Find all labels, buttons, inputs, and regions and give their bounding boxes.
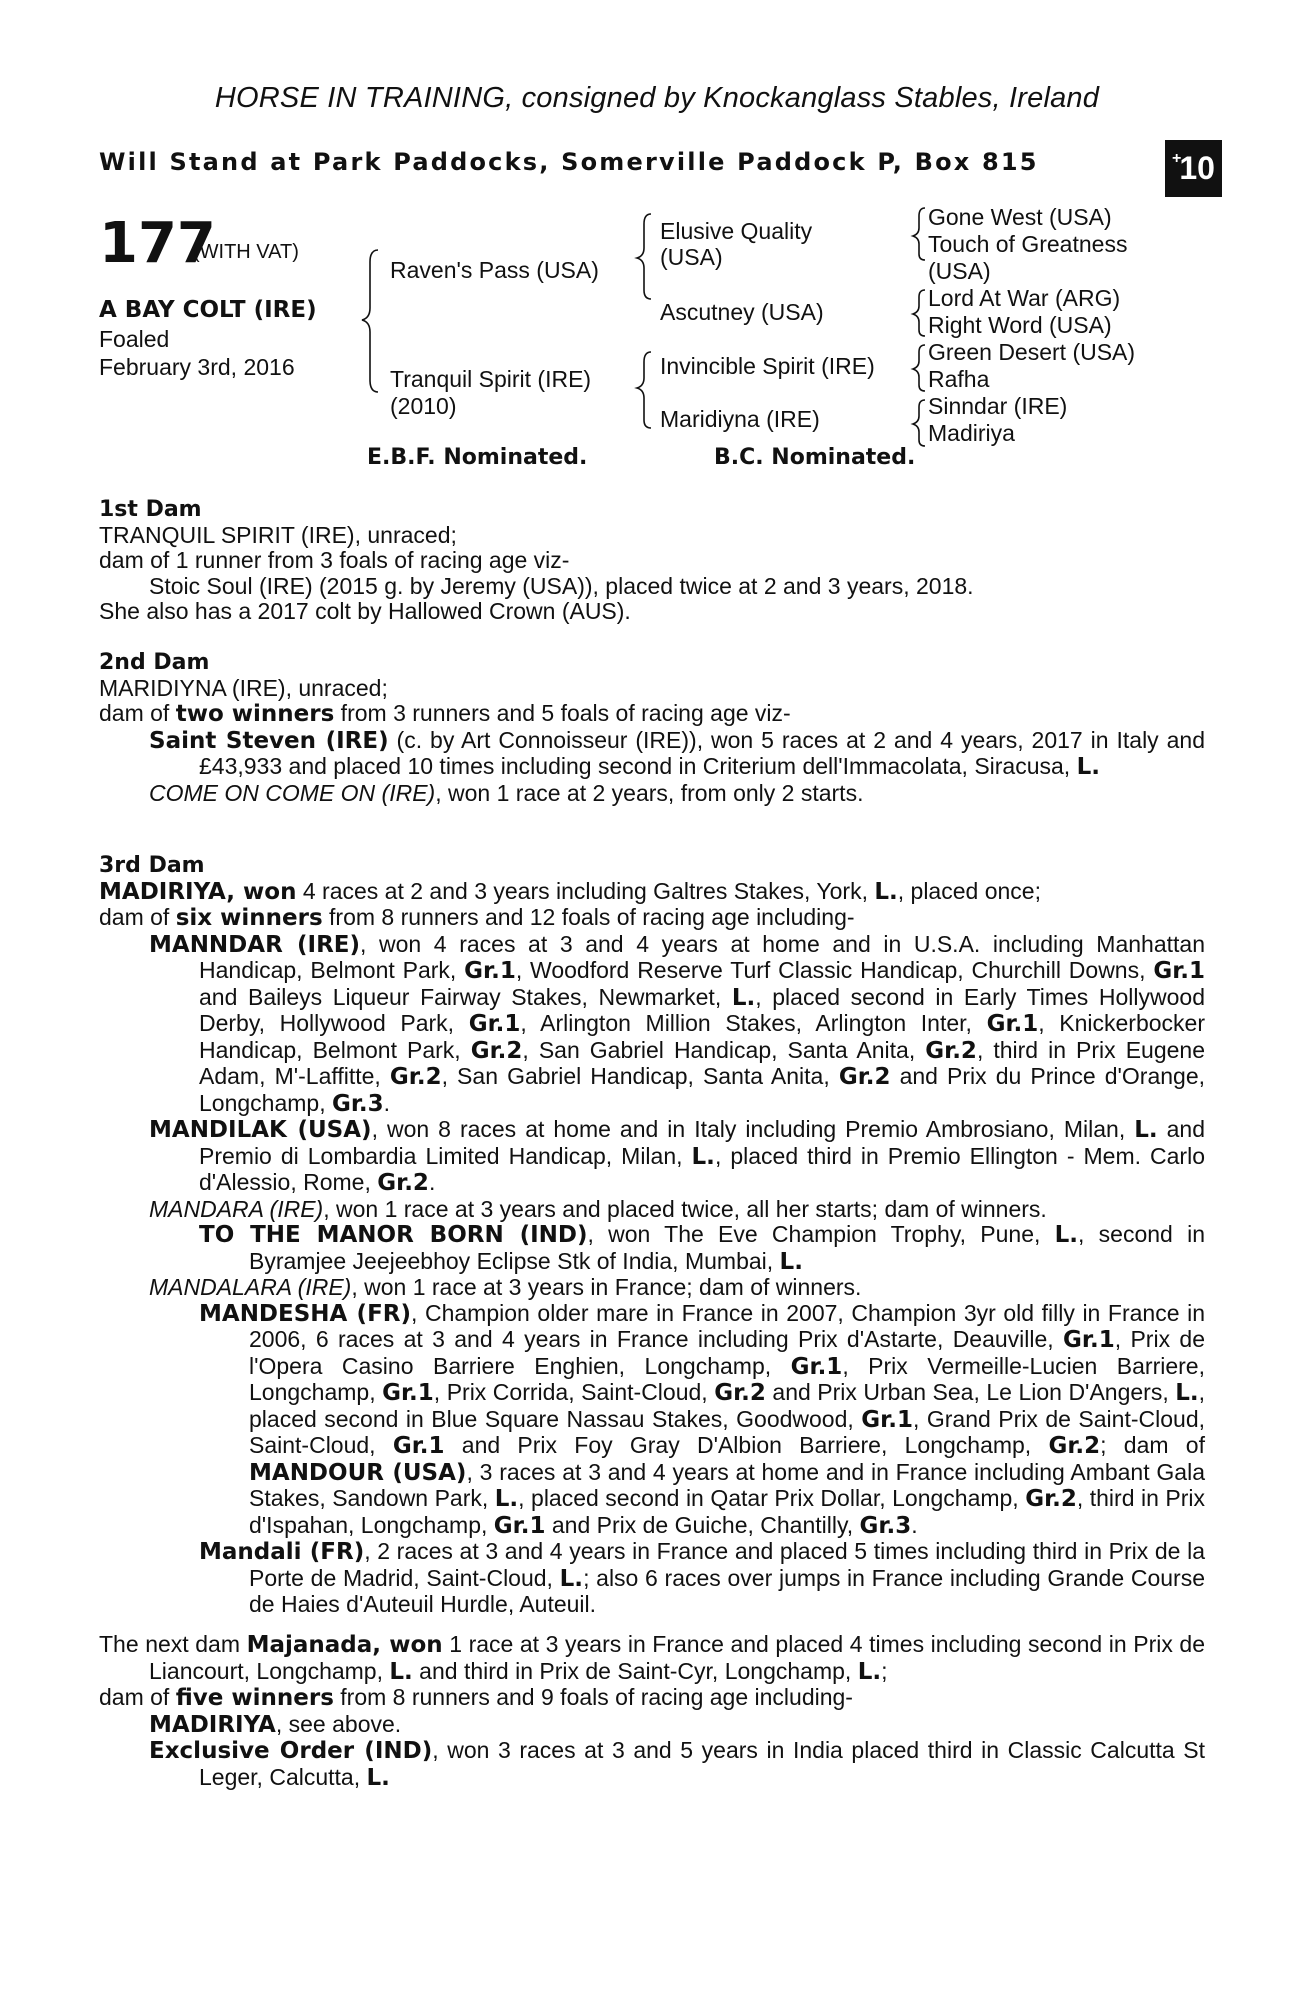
text: , placed second in Early Times Hollywood Derby, Hollywood Park, — [199, 983, 1206, 1036]
text: and Prix Urban Sea, Le Lion D'Angers, — [765, 1379, 1176, 1405]
runner-name: MANDOUR (USA) — [249, 1459, 467, 1486]
pedigree-g3: Lord At War (ARG) — [928, 285, 1121, 311]
pedigree-sire-sire-country: (USA) — [660, 244, 723, 270]
text: , 3 races at 3 and 4 years at home and in France including Ambant Gala Stakes, Sandown Park, — [249, 1458, 1205, 1511]
grade: Gr.2 — [1025, 1486, 1077, 1512]
runner-name: TO THE MANOR BORN (IND) — [199, 1222, 588, 1248]
listed-marker: L. — [366, 1764, 390, 1791]
winners-count: two winners — [175, 701, 335, 727]
next-dam-section — [99, 1632, 1205, 1791]
bracket-main — [362, 250, 378, 392]
pedigree-g7: Sinndar (IRE) — [928, 393, 1068, 419]
ebf-nominated: E.B.F. Nominated. — [367, 445, 588, 470]
text: dam of — [99, 904, 176, 930]
lot-number: 177 — [99, 211, 216, 276]
runner-name: MANDESHA (FR) — [199, 1300, 412, 1327]
grade: Gr.2 — [714, 1380, 766, 1406]
text: dam of — [99, 700, 176, 726]
text: , 2 races at 3 and 4 years in France and placed 5 times including third in Prix de la Porte de Madrid, Saint-Cloud, — [249, 1538, 1205, 1591]
badge-number: 10 — [1179, 150, 1215, 186]
pedigree-dam-sire: Invincible Spirit (IRE) — [660, 353, 875, 379]
runner-entry — [149, 726, 1205, 781]
pedigree-g8: Madiriya — [928, 420, 1015, 446]
runner-name: MADIRIYA — [149, 1711, 276, 1738]
text: , Prix de l'Opera Casino Barriere Enghien, Longchamp, — [249, 1326, 1205, 1379]
runner-name: MANNDAR (IRE) — [149, 931, 361, 958]
pedigree-dam-year: (2010) — [390, 393, 457, 419]
text: , won 1 race at 3 years and placed twice, all her starts; dam of winners. — [323, 1195, 1047, 1222]
runner-text: , won 1 race at 2 years, from only 2 starts. — [435, 779, 864, 806]
text: from 3 runners and 5 foals of racing age viz- — [334, 700, 791, 726]
runner-manndar — [99, 932, 1205, 1118]
text: , placed once; — [897, 877, 1041, 904]
first-dam-section — [99, 497, 1205, 625]
first-dam-runner: Stoic Soul (IRE) (2015 g. by Jeremy (USA)), placed twice at 2 and 3 years, 2018. — [149, 572, 974, 599]
grade: Gr.2 — [925, 1037, 977, 1064]
foaled-label: Foaled — [99, 326, 170, 352]
pedigree-dam-dam: Maridiyna (IRE) — [660, 406, 820, 432]
bracket-g2 — [913, 290, 925, 336]
runner-to-the-manor-born — [99, 1222, 1205, 1275]
text: , won 3 races at 3 and 5 years in India placed third in Classic Calcutta St Leger, Calcutta, — [199, 1737, 1205, 1790]
pedigree-dam: Tranquil Spirit (IRE) — [390, 366, 592, 392]
runner-mandali — [99, 1539, 1205, 1618]
runner-madiriya — [99, 1712, 1205, 1739]
second-dam-runner-2 — [99, 781, 1205, 807]
listed-marker: L. — [494, 1486, 519, 1512]
foaled-date: February 3rd, 2016 — [99, 354, 295, 380]
runner-name: Exclusive Order (IND) — [149, 1738, 433, 1764]
text: 1 race at 3 years in France and placed 4 times including second in Prix de Liancourt, Longchamp, — [149, 1631, 1205, 1684]
winners-count: five winners — [175, 1685, 334, 1711]
listed-marker: L. — [1175, 1380, 1199, 1406]
text: , San Gabriel Handicap, Santa Anita, — [522, 1036, 926, 1063]
text: ; — [881, 1657, 888, 1684]
runner-mandesha — [99, 1301, 1205, 1540]
text: , third in Prix Eugene Adam, M'-Laffitte, — [199, 1036, 1205, 1089]
grade: Gr.2 — [389, 1064, 442, 1090]
grade: Gr.1 — [468, 1011, 521, 1037]
bracket-dam — [637, 352, 651, 428]
grade: Gr.1 — [392, 1433, 445, 1459]
grade: Gr.2 — [377, 1170, 429, 1196]
third-dam-heading: 3rd Dam — [99, 853, 205, 878]
text: , placed second in Blue Square Nassau Stakes, Goodwood, — [249, 1379, 1206, 1432]
text: and third in Prix de Saint-Cyr, Longchamp, — [412, 1657, 858, 1684]
text: , Champion older mare in France in 2007, Champion 3yr old filly in France in 2006, 6 races at 3 and 4 years in France including Prix d'Astarte, Deauville, — [249, 1299, 1206, 1352]
third-dam-section — [99, 853, 1205, 1618]
grade: Gr.2 — [1048, 1433, 1101, 1459]
grade: Gr.2 — [470, 1037, 523, 1064]
vat-label: (WITH VAT) — [193, 241, 299, 263]
second-dam-produce-line — [99, 701, 1205, 728]
grade: Gr.3 — [859, 1512, 912, 1539]
text: , won 8 races at home and in Italy including Premio Ambrosiano, Milan, — [371, 1116, 1135, 1142]
grade: Gr.1 — [1063, 1327, 1115, 1353]
grade: Gr.1 — [382, 1380, 434, 1406]
text: and Baileys Liqueur Fairway Stakes, Newmarket, — [199, 983, 732, 1010]
text: , Grand Prix de Saint-Cloud, Saint-Cloud, — [249, 1405, 1205, 1458]
pedigree-g1: Gone West (USA) — [928, 204, 1112, 230]
text: , see above. — [275, 1710, 402, 1737]
next-dam-produce-line — [99, 1685, 1205, 1712]
pedigree-g6: Rafha — [928, 366, 990, 392]
runner-name: COME ON COME ON (IRE) — [149, 779, 436, 806]
runner-text: (c. by Art Connoisseur (IRE)), won 5 races at 2 and 4 years, 2017 in Italy and £43,933 and placed 10 times including second in Criterium dell'Immacolata, Siracusa, — [199, 726, 1205, 779]
runner-mandara — [99, 1197, 1205, 1223]
runner-mandalara — [99, 1275, 1205, 1301]
text: , won 1 race at 3 years in France; dam of winners. — [351, 1274, 862, 1300]
page-title: HORSE IN TRAINING, consigned by Knockanglass Stables, Ireland — [214, 82, 1100, 114]
listed-marker: L. — [691, 1143, 715, 1170]
grade: Gr.1 — [861, 1406, 913, 1433]
text: ; also 6 races over jumps in France including Grande Course de Haies d'Auteuil Hurdle, Auteuil. — [249, 1564, 1205, 1617]
text: , Arlington Million Stakes, Arlington Inter, — [520, 1010, 987, 1036]
grade: Gr.1 — [1153, 958, 1206, 984]
text: . — [911, 1511, 918, 1538]
third-dam-line — [99, 879, 1205, 906]
text: , placed third in Premio Ellington - Mem. Carlo d'Alessio, Rome, — [199, 1142, 1205, 1195]
first-dam-heading: 1st Dam — [99, 497, 202, 522]
text: 4 races at 2 and 3 years including Galtres Stakes, York, — [296, 877, 875, 904]
grade: Gr.1 — [464, 958, 516, 984]
badge-plus: + — [1172, 149, 1182, 167]
bracket-g4 — [913, 400, 925, 446]
next-dam-line — [99, 1632, 1205, 1685]
listed-marker: L. — [389, 1658, 413, 1685]
bracket-g3 — [913, 345, 925, 391]
text: , placed second in Qatar Prix Dollar, Longchamp, — [518, 1485, 1026, 1511]
winners-count: six winners — [175, 905, 323, 931]
stand-location: Will Stand at Park Paddocks, Somerville Paddock P, Box 815 — [99, 148, 1039, 176]
text: and Premio di Lombardia Limited Handicap, Milan, — [199, 1116, 1206, 1169]
text: ; dam of — [1100, 1432, 1205, 1458]
grade: Gr.1 — [493, 1512, 546, 1539]
listed-marker: L. — [731, 984, 756, 1011]
text: , Woodford Reserve Turf Classic Handicap, Churchill Downs, — [515, 957, 1154, 983]
grade: Gr.2 — [838, 1064, 891, 1090]
text: from 8 runners and 9 foals of racing age including- — [333, 1684, 853, 1710]
text: , third in Prix d'Ispahan, Longchamp, — [249, 1485, 1205, 1538]
lot-name: A BAY COLT (IRE) — [99, 297, 317, 323]
second-dam-runner-1 — [99, 728, 1205, 781]
won-text: , won — [372, 1632, 443, 1658]
listed-marker: L. — [1076, 754, 1100, 780]
runner-exclusive-order — [99, 1738, 1205, 1791]
listed-marker: L. — [559, 1565, 584, 1592]
listed-marker: L. — [874, 878, 898, 905]
first-dam-line: TRANQUIL SPIRIT (IRE), unraced; — [99, 521, 457, 548]
bracket-g1 — [913, 208, 925, 260]
pedigree-g2: Touch of Greatness — [928, 231, 1128, 257]
runner-name: MANDILAK (USA) — [149, 1117, 372, 1143]
runner-name: Saint Steven (IRE) — [149, 727, 389, 754]
text: . — [428, 1169, 436, 1195]
second-dam-line: MARIDIYNA (IRE), unraced; — [99, 674, 388, 701]
grade: Gr.1 — [790, 1353, 843, 1380]
text: . — [383, 1089, 391, 1116]
pedigree-sire: Raven's Pass (USA) — [390, 257, 599, 283]
text: from 8 runners and 12 foals of racing age including- — [322, 904, 855, 930]
bracket-sire — [637, 214, 651, 299]
grade: Gr.3 — [331, 1090, 384, 1117]
text: and Prix du Prince d'Orange, Longchamp, — [199, 1063, 1206, 1116]
grade: Gr.1 — [986, 1011, 1039, 1037]
pedigree-sire-sire: Elusive Quality — [660, 218, 813, 244]
text: , Prix Corrida, Saint-Cloud, — [433, 1379, 715, 1405]
runner-name: MANDARA (IRE) — [149, 1195, 324, 1222]
first-dam-produce-line: dam of 1 runner from 3 foals of racing age viz- — [99, 547, 570, 573]
text: , Prix Vermeille-Lucien Barriere, Longchamp, — [249, 1352, 1205, 1405]
runner-mandilak — [99, 1117, 1205, 1197]
text: , Knickerbocker Handicap, Belmont Park, — [199, 1010, 1205, 1063]
listed-marker: L. — [1054, 1222, 1079, 1248]
runner-name: MANDALARA (IRE) — [149, 1274, 352, 1300]
text: and Prix de Guiche, Chantilly, — [545, 1511, 860, 1538]
dam-name: Majanada — [246, 1632, 373, 1658]
pedigree-g4: Right Word (USA) — [928, 312, 1112, 338]
dam-name: MADIRIYA — [99, 878, 227, 905]
first-dam-note: She also has a 2017 colt by Hallowed Crown (AUS). — [99, 598, 631, 624]
second-dam-section — [99, 650, 1205, 806]
won-text: , won — [226, 878, 297, 905]
pedigree-sire-dam: Ascutney (USA) — [660, 299, 824, 325]
text: , second in Byramjee Jeejeebhoy Eclipse Stk of India, Mumbai, — [249, 1221, 1205, 1274]
listed-marker: L. — [1134, 1117, 1158, 1143]
third-dam-produce-line — [99, 905, 1205, 932]
pedigree-g5: Green Desert (USA) — [928, 339, 1136, 365]
listed-marker: L. — [779, 1248, 803, 1275]
text: dam of — [99, 1684, 176, 1710]
bc-nominated: B.C. Nominated. — [714, 445, 916, 470]
listed-marker: L. — [857, 1658, 882, 1685]
text: , won The Eve Champion Trophy, Pune, — [587, 1221, 1055, 1247]
runner-name: Mandali (FR) — [199, 1539, 365, 1565]
text: , San Gabriel Handicap, Santa Anita, — [441, 1063, 839, 1089]
text: , won 4 races at 3 and 4 years at home and in U.S.A. including Manhattan Handicap, Belmont Park, — [199, 930, 1205, 983]
text: The next dam — [99, 1631, 247, 1657]
pedigree-g2-country: (USA) — [928, 258, 991, 284]
second-dam-heading: 2nd Dam — [99, 650, 210, 675]
text: and Prix Foy Gray D'Albion Barriere, Longchamp, — [444, 1432, 1049, 1458]
